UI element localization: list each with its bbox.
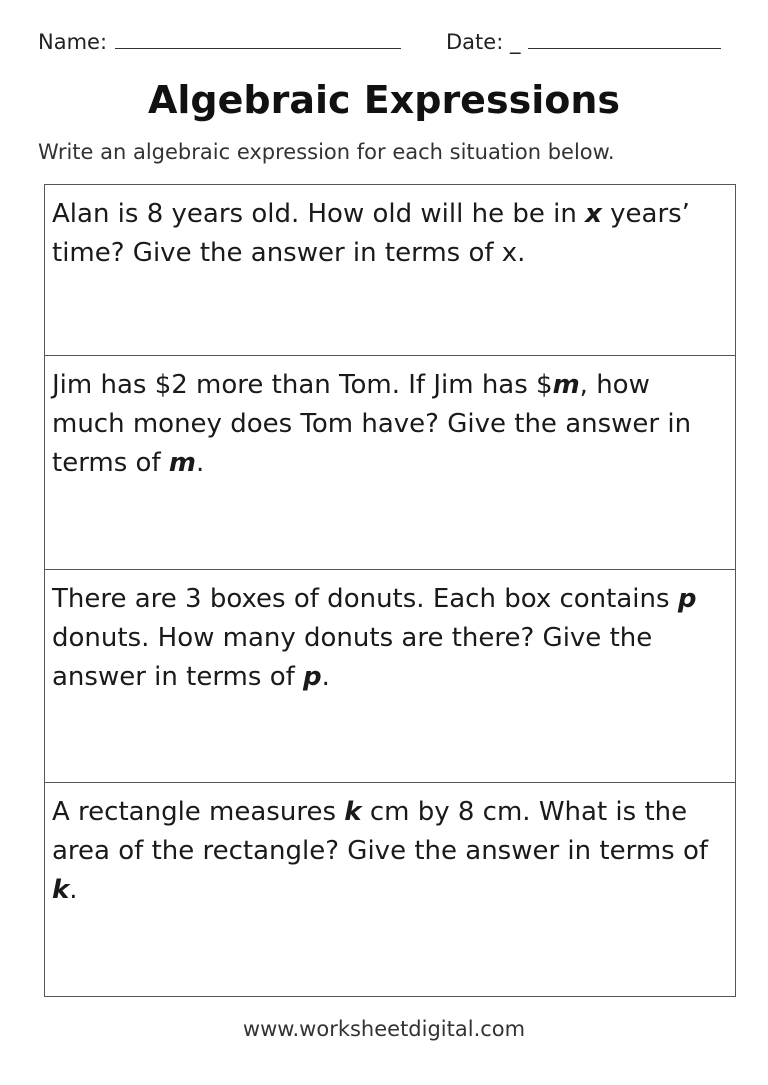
variable-k: k <box>52 875 70 905</box>
question-table <box>44 184 736 997</box>
variable-p: p <box>303 662 322 692</box>
question-row-1[interactable] <box>45 185 735 356</box>
question-row-3[interactable] <box>45 570 735 783</box>
question-row-4[interactable] <box>45 783 735 996</box>
variable-x: x <box>585 199 602 229</box>
instruction-text: Write an algebraic expression for each situation below. <box>38 140 615 164</box>
variable-m: m <box>168 448 196 478</box>
page-title: Algebraic Expressions <box>148 78 620 122</box>
variable-m: m <box>552 370 580 400</box>
question-1-text: Alan is 8 years old. How old will he be in x years’ time? Give the answer in terms of x. <box>52 199 690 268</box>
name-blank-line[interactable] <box>115 47 401 49</box>
footer-website: www.worksheetdigital.com <box>242 1017 526 1041</box>
question-3-text: There are 3 boxes of donuts. Each box contains p donuts. How many donuts are there? Give the answer in terms of p. <box>52 584 697 692</box>
question-2-text: Jim has $2 more than Tom. If Jim has $m, how much money does Tom have? Give the answer in terms of m. <box>52 370 692 478</box>
question-4-text: A rectangle measures k cm by 8 cm. What is the area of the rectangle? Give the answer in terms of k. <box>52 797 709 905</box>
date-field <box>446 30 721 54</box>
date-blank-line[interactable] <box>528 47 721 49</box>
question-row-2[interactable] <box>45 356 735 570</box>
student-info-header <box>38 30 728 60</box>
variable-p: p <box>677 584 697 614</box>
variable-k: k <box>344 797 362 827</box>
name-label: Name: <box>38 30 108 54</box>
name-field <box>38 30 401 54</box>
date-label: Date: _ <box>446 30 521 54</box>
